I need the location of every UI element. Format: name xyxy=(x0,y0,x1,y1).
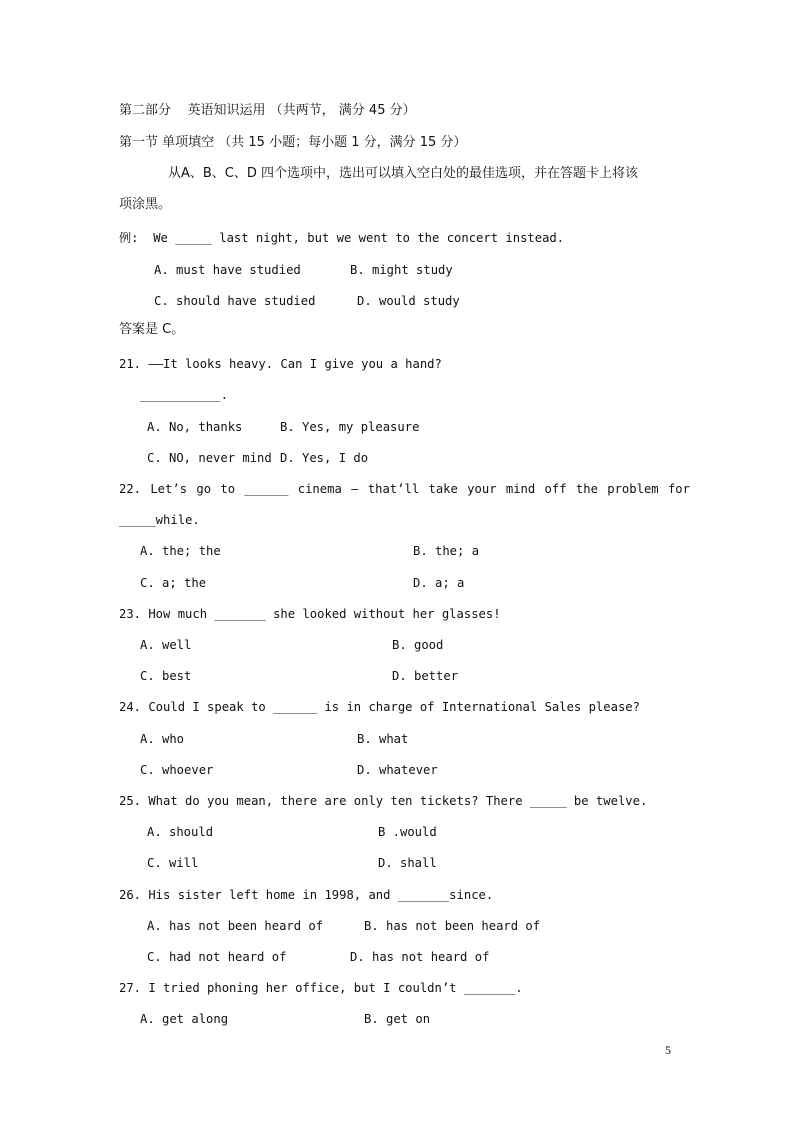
subsection-title: 第一节 单项填空 （共 15 小题；每小题 1 分，满分 15 分） xyxy=(119,135,467,150)
question-23-option-c: C. best xyxy=(140,669,192,683)
question-24-option-d: D. whatever xyxy=(357,763,438,777)
instruction-line-2: 项涂黑。 xyxy=(119,197,172,212)
part-title: 第二部分 英语知识运用 （共两节， 满分 45 分） xyxy=(119,103,416,118)
question-26-option-a: A. has not been heard of xyxy=(147,919,324,933)
question-21-option-c: C. NO, never mind xyxy=(147,451,272,465)
question-22-stem-continued: _____while. xyxy=(119,513,200,527)
question-24-stem: 24. Could I speak to ______ is in charge of International Sales please? xyxy=(119,700,640,714)
question-25-option-b: B .would xyxy=(378,825,437,839)
example-option-d: D. would study xyxy=(357,294,460,308)
question-26-option-b: B. has not been heard of xyxy=(364,919,541,933)
question-24-option-b: B. what xyxy=(357,732,409,746)
question-22-option-d: D. a; a xyxy=(413,576,465,590)
example-option-a: A. must have studied xyxy=(154,263,301,277)
question-27-option-b: B. get on xyxy=(364,1012,431,1026)
question-27-option-a: A. get along xyxy=(140,1012,229,1026)
question-22-stem: 22. Let’s go to ______ cinema – that’ll take your mind off the problem for xyxy=(119,482,690,496)
question-23-option-d: D. better xyxy=(392,669,459,683)
question-27-stem: 27. I tried phoning her office, but I couldn’t _______. xyxy=(119,981,523,995)
question-26-stem: 26. His sister left home in 1998, and _______since. xyxy=(119,888,494,902)
example-answer: 答案是 C。 xyxy=(119,322,185,337)
question-25-stem: 25. What do you mean, there are only ten tickets? There _____ be twelve. xyxy=(119,794,648,808)
page-number: 5 xyxy=(665,1043,671,1057)
example-option-b: B. might study xyxy=(350,263,453,277)
question-22-option-b: B. the; a xyxy=(413,544,480,558)
question-23-stem: 23. How much _______ she looked without her glasses! xyxy=(119,607,501,621)
question-23-option-a: A. well xyxy=(140,638,192,652)
example-option-c: C. should have studied xyxy=(154,294,316,308)
example-stem: 例: We _____ last night, but we went to the concert instead. xyxy=(119,231,565,245)
question-24-option-a: A. who xyxy=(140,732,185,746)
question-21-option-d: D. Yes, I do xyxy=(280,451,369,465)
question-23-option-b: B. good xyxy=(392,638,444,652)
question-22-option-c: C. a; the xyxy=(140,576,207,590)
question-24-option-c: C. whoever xyxy=(140,763,214,777)
question-25-option-a: A. should xyxy=(147,825,214,839)
instruction-line-1: 从A、B、C、D 四个选项中，选出可以填入空白处的最佳选项，并在答题卡上将该 xyxy=(168,166,639,181)
question-21-option-b: B. Yes, my pleasure xyxy=(280,420,420,434)
question-22-option-a: A. the; the xyxy=(140,544,221,558)
question-26-option-c: C. had not heard of xyxy=(147,950,287,964)
question-25-option-c: C. will xyxy=(147,856,199,870)
question-25-option-d: D. shall xyxy=(378,856,437,870)
question-21-stem: 21. ——It looks heavy. Can I give you a hand? xyxy=(119,357,442,371)
question-26-option-d: D. has not heard of xyxy=(350,950,490,964)
question-21-blank-line: ___________. xyxy=(140,388,229,402)
question-21-option-a: A. No, thanks xyxy=(147,420,243,434)
